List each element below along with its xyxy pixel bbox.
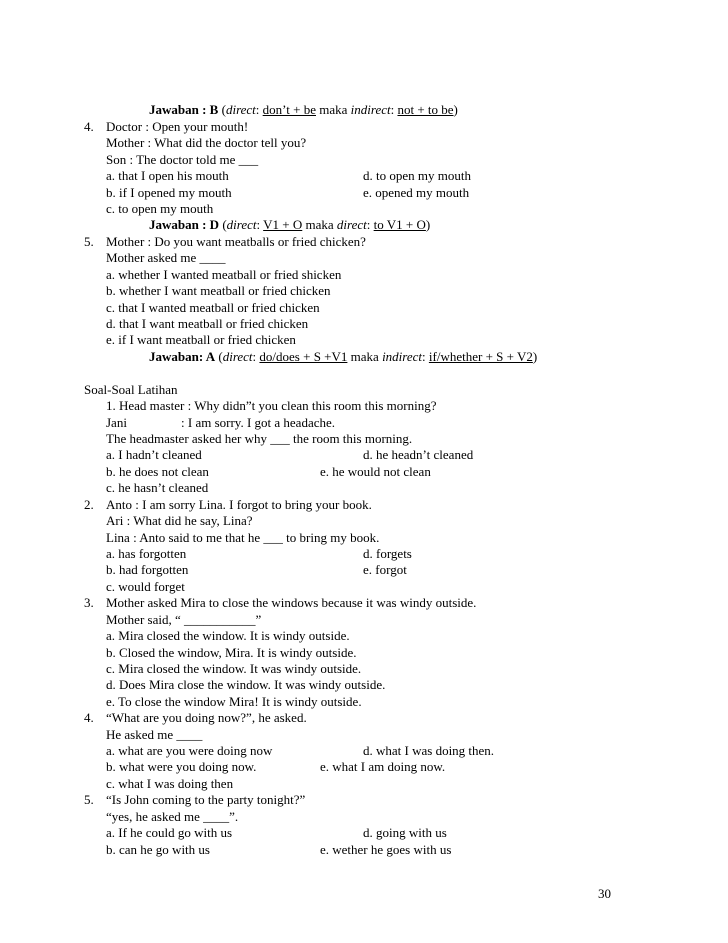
item-number: 4. (84, 119, 94, 134)
answer-label: Jawaban : B (149, 102, 219, 117)
option-a: a. what are you were doing now (106, 743, 273, 758)
dialogue-line: Doctor : Open your mouth! (106, 119, 249, 134)
dialogue-line: Son : The doctor told me ___ (106, 152, 259, 167)
question-stem: Mother asked Mira to close the windows because it was windy outside. (106, 595, 477, 610)
option-d: d. Does Mira close the window. It was windy outside. (106, 677, 386, 692)
option-a: a. Mira closed the window. It is windy outside. (106, 628, 350, 643)
option-c: c. would forget (106, 579, 185, 594)
option-b: b. if I opened my mouth (106, 185, 232, 200)
direct-pattern: V1 + O (263, 217, 303, 232)
option-a: a. has forgotten (106, 546, 187, 561)
colon: : (390, 102, 398, 117)
option-c: c. to open my mouth (106, 201, 214, 216)
indirect-term: indirect (382, 349, 423, 364)
answer-label: Jawaban : D (149, 217, 220, 232)
item-number: 4. (84, 710, 94, 725)
option-e: e. forgot (363, 562, 407, 577)
answer-line (149, 102, 458, 118)
option-a: a. whether I wanted meatball or fried shicken (106, 267, 342, 282)
indirect-term: indirect (350, 102, 391, 117)
option-c: c. he hasn’t cleaned (106, 480, 209, 495)
page-number: 30 (598, 886, 611, 901)
paren: ( (218, 102, 226, 117)
colon: : (366, 217, 374, 232)
answer-label: Jawaban: A (149, 349, 216, 364)
option-a: a. If he could go with us (106, 825, 233, 840)
question-stem: Lina : Anto said to me that he ___ to bring my book. (106, 530, 380, 545)
section-title: Soal-Soal Latihan (84, 382, 178, 397)
option-e: e. opened my mouth (363, 185, 470, 200)
option-d: d. what I was doing then. (363, 743, 495, 758)
question-stem: “yes, he asked me ____”. (106, 809, 239, 824)
paren: ) (532, 349, 538, 364)
colon: : (422, 349, 429, 364)
dialogue-line: Mother asked me ____ (106, 250, 226, 265)
direct-term: direct (222, 349, 253, 364)
option-d: d. that I want meatball or fried chicken (106, 316, 309, 331)
direct-term: direct (336, 217, 367, 232)
direct-pattern: don’t + be (262, 102, 316, 117)
option-b: b. had forgotten (106, 562, 189, 577)
option-c: c. what I was doing then (106, 776, 234, 791)
maka-text: maka (315, 102, 351, 117)
dialogue-line: Anto : I am sorry Lina. I forgot to bring your book. (106, 497, 372, 512)
direct-pattern: do/does + S +V1 (259, 349, 348, 364)
option-e: e. he would not clean (320, 464, 431, 479)
option-b: b. he does not clean (106, 464, 209, 479)
indirect-pattern: not + to be (397, 102, 454, 117)
maka-text: maka (347, 349, 383, 364)
option-e: e. if I want meatball or fried chicken (106, 332, 296, 347)
paren: ( (219, 217, 227, 232)
dialogue-line: Mother : Do you want meatballs or fried chicken? (106, 234, 366, 249)
dialogue-line: Mother : What did the doctor tell you? (106, 135, 307, 150)
option-a: a. I hadn’t cleaned (106, 447, 202, 462)
question-stem: The headmaster asked her why ___ the room this morning. (106, 431, 413, 446)
speaker-name: Jani (106, 415, 127, 430)
question-stem: He asked me ____ (106, 727, 203, 742)
option-d: d. he headn’t cleaned (363, 447, 474, 462)
paren: ) (425, 217, 431, 232)
item-number: 5. (84, 234, 94, 249)
paren: ) (453, 102, 458, 117)
item-number: 2. (84, 497, 94, 512)
option-d: d. to open my mouth (363, 168, 471, 183)
direct-term: direct (226, 217, 257, 232)
question-stem: Mother said, “ ___________” (106, 612, 262, 627)
colon: : (256, 217, 264, 232)
option-e: e. wether he goes with us (320, 842, 452, 857)
indirect-pattern: to V1 + O (373, 217, 426, 232)
option-d: d. forgets (363, 546, 412, 561)
option-b: b. what were you doing now. (106, 759, 257, 774)
option-b: b. Closed the window, Mira. It is windy outside. (106, 645, 357, 660)
option-e: e. what I am doing now. (320, 759, 446, 774)
option-e: e. To close the window Mira! It is windy outside. (106, 694, 362, 709)
dialogue-line: : I am sorry. I got a headache. (181, 415, 336, 430)
paren: ( (215, 349, 223, 364)
item-number: 3. (84, 595, 94, 610)
colon: : (252, 349, 260, 364)
option-d: d. going with us (363, 825, 447, 840)
answer-line (149, 349, 537, 365)
question-1-head: 1. Head master : Why didn”t you clean this room this morning? (106, 398, 437, 413)
question-stem: “Is John coming to the party tonight?” (106, 792, 306, 807)
indirect-pattern: if/whether + S + V2 (428, 349, 533, 364)
answer-line (149, 217, 430, 233)
option-c: c. Mira closed the window. It was windy outside. (106, 661, 362, 676)
option-a: a. that I open his mouth (106, 168, 229, 183)
item-number: 5. (84, 792, 94, 807)
option-b: b. can he go with us (106, 842, 210, 857)
question-stem: “What are you doing now?”, he asked. (106, 710, 307, 725)
maka-text: maka (302, 217, 337, 232)
option-c: c. that I wanted meatball or fried chicken (106, 300, 320, 315)
dialogue-line: Ari : What did he say, Lina? (106, 513, 253, 528)
option-b: b. whether I want meatball or fried chicken (106, 283, 331, 298)
direct-term: direct (225, 102, 256, 117)
colon: : (255, 102, 263, 117)
